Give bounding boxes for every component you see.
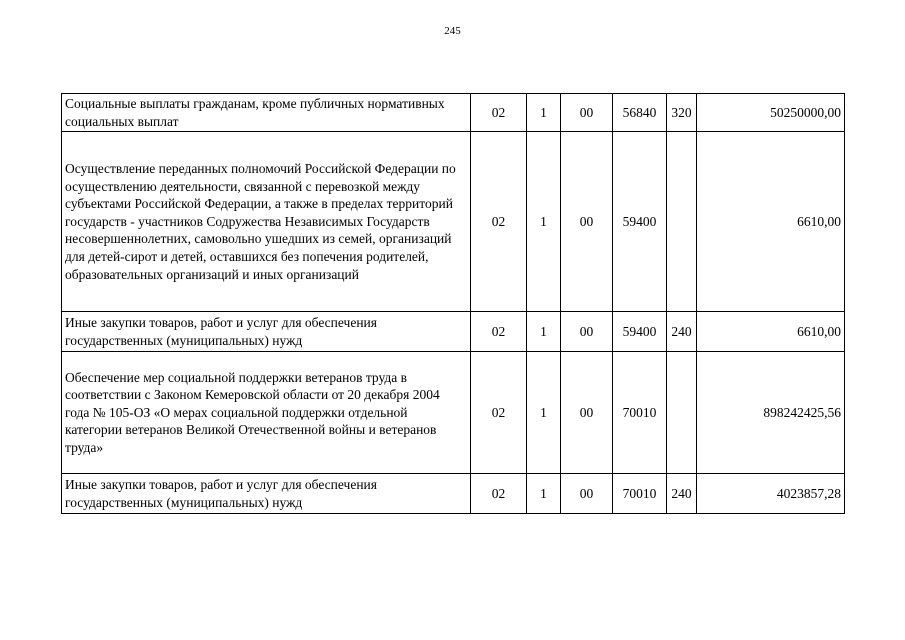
row-expense-type: [667, 132, 697, 312]
row-direction-code: 70010: [613, 352, 667, 474]
row-amount: 6610,00: [697, 312, 845, 352]
row-amount: 6610,00: [697, 132, 845, 312]
table-row: [62, 94, 845, 132]
row-section-code: 02: [471, 312, 527, 352]
row-program-code: 1: [527, 94, 561, 132]
table-row: [62, 474, 845, 514]
row-program-code: 1: [527, 312, 561, 352]
row-amount: 898242425,56: [697, 352, 845, 474]
row-direction-code: 56840: [613, 94, 667, 132]
page-number: 245: [444, 25, 461, 37]
row-description: Обеспечение мер социальной поддержки ветеранов труда в соответствии с Законом Кемеровской области от 20 декабря 2004 года № 105-ОЗ «О мерах социальной поддержки отдельной категории ветеранов Великой Отечественной войны и ветеранов труда»: [62, 352, 471, 474]
row-section-code: 02: [471, 94, 527, 132]
row-program-code: 1: [527, 352, 561, 474]
row-subprogram-code: 00: [561, 132, 613, 312]
row-expense-type: 320: [667, 94, 697, 132]
row-subprogram-code: 00: [561, 352, 613, 474]
row-description: Иные закупки товаров, работ и услуг для обеспечения государственных (муниципальных) нужд: [62, 474, 471, 514]
row-subprogram-code: 00: [561, 312, 613, 352]
table-row: [62, 352, 845, 474]
budget-table: [61, 93, 845, 514]
row-section-code: 02: [471, 474, 527, 514]
row-amount: 50250000,00: [697, 94, 845, 132]
row-amount: 4023857,28: [697, 474, 845, 514]
row-description: Иные закупки товаров, работ и услуг для обеспечения государственных (муниципальных) нужд: [62, 312, 471, 352]
table-row: [62, 312, 845, 352]
row-expense-type: [667, 352, 697, 474]
row-description: Социальные выплаты гражданам, кроме публичных нормативных социальных выплат: [62, 94, 471, 132]
row-direction-code: 59400: [613, 312, 667, 352]
row-program-code: 1: [527, 474, 561, 514]
row-subprogram-code: 00: [561, 94, 613, 132]
row-subprogram-code: 00: [561, 474, 613, 514]
row-expense-type: 240: [667, 312, 697, 352]
row-direction-code: 59400: [613, 132, 667, 312]
row-direction-code: 70010: [613, 474, 667, 514]
row-section-code: 02: [471, 132, 527, 312]
table-row: [62, 132, 845, 312]
row-expense-type: 240: [667, 474, 697, 514]
row-section-code: 02: [471, 352, 527, 474]
row-program-code: 1: [527, 132, 561, 312]
row-description: Осуществление переданных полномочий Российской Федерации по осуществлению деятельности, связанной с перевозкой между субъектами Российской Федерации, а также в пределах территорий государств - участников Содружества Независимых Государств несовершеннолетних, самовольно ушедших из семей, организаций для детей-сирот и детей, оставшихся без попечения родителей, образовательных организаций и иных организаций: [62, 132, 471, 312]
